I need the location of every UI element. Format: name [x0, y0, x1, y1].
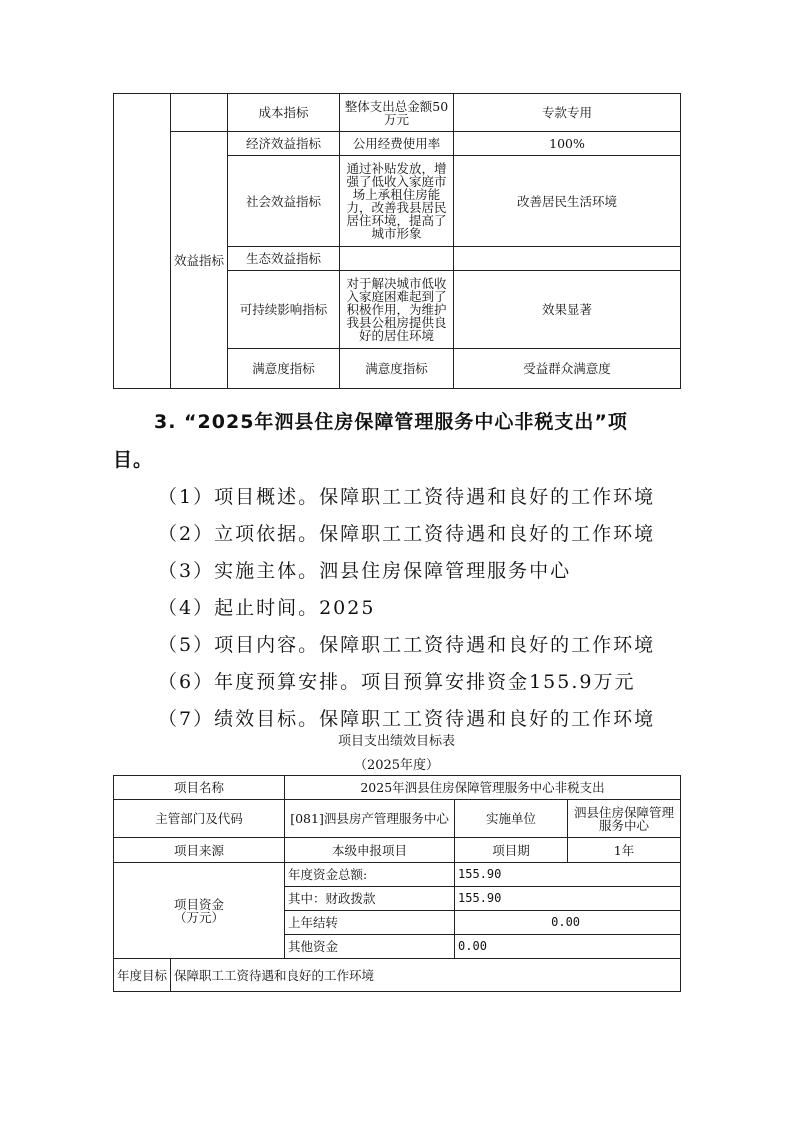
indicator-detail: 通过补贴发放，增强了低收入家庭市场上承租住房能力，改善我县居民居住环境，提高了城市形象	[340, 156, 454, 247]
project-performance-table	[113, 775, 681, 992]
funds-row-value	[455, 911, 681, 935]
funds-row-label: 其他资金	[285, 935, 455, 959]
list-item: （1）项目概述。保障职工工资待遇和良好的工作环境	[158, 486, 656, 508]
funds-label	[114, 863, 285, 959]
project-name: 2025年泗县住房保障管理服务中心非税支出	[285, 776, 681, 800]
blank-cell	[114, 94, 171, 389]
performance-indicators-table	[113, 93, 681, 389]
indicator-label: 社会效益指标	[228, 156, 340, 247]
goal-label: 年度目标	[114, 959, 171, 992]
list-item: （4）起止时间。2025	[158, 597, 376, 619]
indicator-label: 经济效益指标	[228, 132, 340, 156]
indicator-label: 生态效益指标	[228, 247, 340, 271]
list-item: （3）实施主体。泗县住房保障管理服务中心	[158, 560, 572, 582]
indicator-label: 满意度指标	[340, 349, 454, 389]
indicator-detail: 公用经费使用率	[340, 132, 454, 156]
source-label: 项目来源	[114, 838, 285, 863]
dept-value: [081]泗县房产管理服务中心	[285, 800, 455, 838]
project-name-label: 项目名称	[114, 776, 285, 800]
funds-row-value: 155.90	[455, 863, 681, 887]
dept-label: 主管部门及代码	[114, 800, 285, 838]
indicator-value: 效果显著	[454, 271, 681, 349]
project-description-list	[158, 479, 655, 738]
list-item: （6）年度预算安排。项目预算安排资金155.9万元	[158, 671, 636, 693]
impl-label: 实施单位	[455, 800, 568, 838]
table-year: （2025年度）	[353, 758, 440, 773]
list-item: （7）绩效目标。保障职工工资待遇和良好的工作环境	[158, 708, 656, 730]
section-heading: 3. “2025年泗县住房保障管理服务中心非税支出”项	[154, 411, 628, 433]
indicator-value	[454, 247, 681, 271]
indicator-value: 100%	[454, 132, 681, 156]
funds-row-value: 155.90	[455, 887, 681, 911]
indicator-value: 改善居民生活环境	[454, 156, 681, 247]
indicator-detail: 受益群众满意度	[454, 349, 681, 389]
blank-cell	[171, 94, 228, 132]
table-title: 项目支出绩效目标表	[337, 734, 455, 749]
impl-value: 泗县住房保障管理服务中心	[568, 800, 681, 838]
benefit-group-label: 效益指标	[171, 132, 228, 389]
indicator-label: 成本指标	[228, 94, 340, 132]
funds-row-value: 0.00	[455, 935, 681, 959]
funds-value-text: 0.00	[551, 915, 581, 929]
indicator-detail	[340, 247, 454, 271]
list-item: （2）立项依据。保障职工工资待遇和良好的工作环境	[158, 523, 656, 545]
funds-row-label: 年度资金总额:	[285, 863, 455, 887]
indicator-label: 可持续影响指标	[228, 271, 340, 349]
satisfaction-group-label: 满意度指标	[228, 349, 340, 389]
section-heading-continued: 目。	[113, 449, 154, 471]
period-label: 项目期	[455, 838, 568, 863]
list-item: （5）项目内容。保障职工工资待遇和良好的工作环境	[158, 634, 656, 656]
indicator-detail: 整体支出总金额50万元	[340, 94, 454, 132]
funds-row-label: 其中：财政拨款	[285, 887, 455, 911]
period-value: 1年	[568, 838, 681, 863]
indicator-value: 专款专用	[454, 94, 681, 132]
goal-value: 保障职工工资待遇和良好的工作环境	[171, 959, 681, 992]
funds-label-text: 项目资金（万元）	[173, 896, 224, 925]
funds-row-label: 上年结转	[285, 911, 455, 935]
source-value: 本级申报项目	[285, 838, 455, 863]
indicator-detail: 对于解决城市低收入家庭困难起到了积极作用，为维护我县公租房提供良好的居住环境	[340, 271, 454, 349]
